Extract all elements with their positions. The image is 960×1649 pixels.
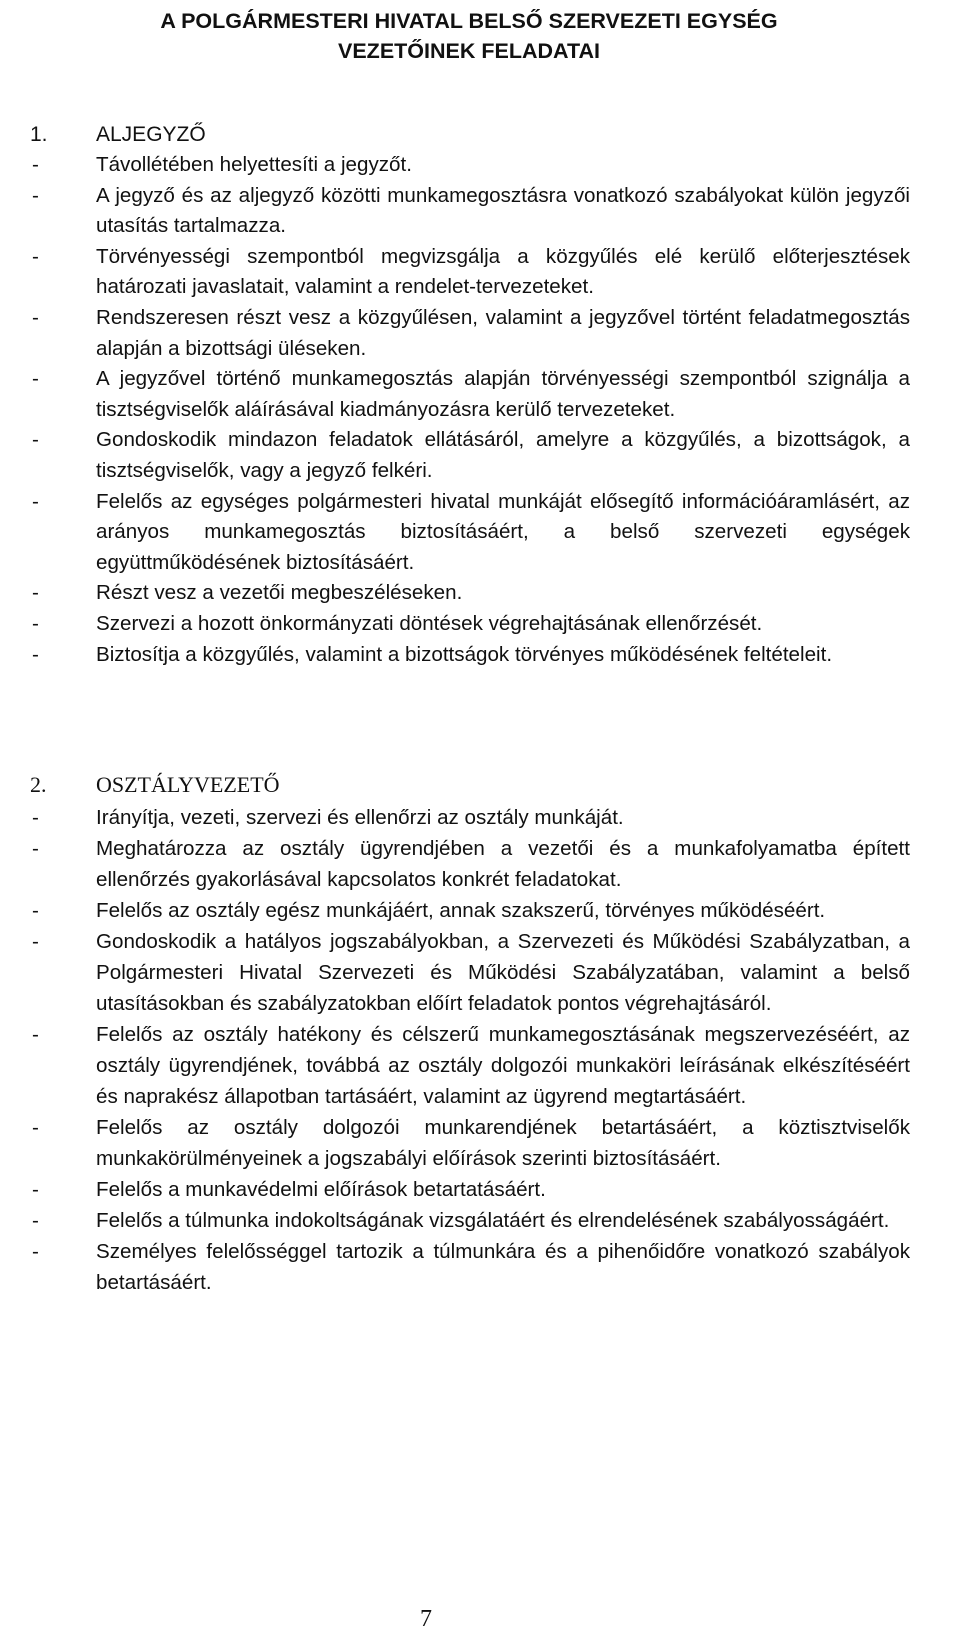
dash-bullet: - xyxy=(32,367,39,391)
title-line-2: VEZETŐINEK FELADATAI xyxy=(338,39,600,63)
dash-bullet: - xyxy=(32,183,39,207)
section-1-list xyxy=(30,150,910,670)
section-title: ALJEGYZŐ xyxy=(96,123,206,146)
dash-bullet: - xyxy=(32,1209,39,1232)
list-item-text: Meghatározza az osztály ügyrendjében a vezetői és a munkafolyamatba épített ellenőrzés gyakorlásával kapcsolatos konkrét feladatokat. xyxy=(96,837,910,891)
list-item xyxy=(30,1174,910,1205)
page-number: 7 xyxy=(420,1606,432,1632)
list-item xyxy=(30,303,910,364)
list-item xyxy=(30,895,910,926)
list-item-text: Felelős az osztály dolgozói munkarendjének betartásáért, a köztisztviselők munkakörülményeinek a jogszabályi előírások szerinti biztosításáért. xyxy=(96,1116,910,1170)
list-item-text: Szervezi a hozott önkormányzati döntések végrehajtásának ellenőrzését. xyxy=(96,611,763,635)
list-item xyxy=(30,609,910,640)
dash-bullet: - xyxy=(32,837,39,860)
dash-bullet: - xyxy=(32,806,39,829)
list-item xyxy=(30,242,910,303)
list-item-text: Felelős az osztály egész munkájáért, annak szakszerű, törvényes működéséért. xyxy=(96,899,826,922)
list-item xyxy=(30,1019,910,1112)
list-item xyxy=(30,487,910,579)
list-item-text: Biztosítja a közgyűlés, valamint a bizottságok törvényes működésének feltételeit. xyxy=(96,642,833,666)
list-item xyxy=(30,833,910,895)
section-2-list xyxy=(30,802,910,1298)
list-item xyxy=(30,578,910,609)
section-title: OSZTÁLYVEZETŐ xyxy=(96,772,280,797)
list-item-text: Személyes felelősséggel tartozik a túlmunkára és a pihenőidőre vonatkozó szabályok betartásáért. xyxy=(96,1240,910,1294)
list-item xyxy=(30,364,910,425)
list-item xyxy=(30,1236,910,1298)
dash-bullet: - xyxy=(32,428,39,452)
dash-bullet: - xyxy=(32,930,39,953)
list-item xyxy=(30,640,910,671)
list-item xyxy=(30,150,910,181)
list-item-text: A jegyzővel történő munkamegosztás alapján törvényességi szempontból szignálja a tisztségviselők aláírásával kiadmányozásra kerülő tervezeteket. xyxy=(96,367,910,421)
dash-bullet: - xyxy=(32,1116,39,1139)
section-number: 2. xyxy=(30,772,47,797)
dash-bullet: - xyxy=(32,153,39,176)
list-item xyxy=(30,926,910,1019)
dash-bullet: - xyxy=(32,244,39,268)
list-item xyxy=(30,802,910,833)
dash-bullet: - xyxy=(32,642,39,666)
dash-bullet: - xyxy=(32,305,39,329)
list-item-text: Rendszeresen részt vesz a közgyűlésen, valamint a jegyzővel történt feladatmegosztás alapján a bizottsági üléseken. xyxy=(96,305,910,360)
list-item-text: Távollétében helyettesíti a jegyzőt. xyxy=(96,153,412,176)
dash-bullet: - xyxy=(32,581,39,605)
list-item xyxy=(30,1205,910,1236)
list-item xyxy=(30,425,910,486)
dash-bullet: - xyxy=(32,1240,39,1263)
document-title xyxy=(84,6,854,66)
dash-bullet: - xyxy=(32,1178,39,1201)
list-item-text: Irányítja, vezeti, szervezi és ellenőrzi az osztály munkáját. xyxy=(96,806,624,829)
list-item-text: Felelős az egységes polgármesteri hivatal munkáját elősegítő információáramlásért, az arányos munkamegosztás biztosításáért, a belső szervezeti egységek együttműködésének biztosításáért. xyxy=(96,489,910,574)
title-line-1: A POLGÁRMESTERI HIVATAL BELSŐ SZERVEZETI EGYSÉG xyxy=(160,9,778,33)
list-item xyxy=(30,181,910,242)
list-item-text: Felelős az osztály hatékony és célszerű munkamegosztásának megszervezéséért, az osztály ügyrendjének, továbbá az osztály dolgozói munkaköri leírásának elkészítéséért és naprakész állapotban tartásáért, valamint az ügyrend megtartásáért. xyxy=(96,1023,910,1108)
list-item-text: A jegyző és az aljegyző közötti munkamegosztásra vonatkozó szabályokat külön jegyzői utasítás tartalmazza. xyxy=(96,183,910,238)
dash-bullet: - xyxy=(32,1023,39,1046)
list-item-text: Részt vesz a vezetői megbeszéléseken. xyxy=(96,581,463,605)
dash-bullet: - xyxy=(32,611,39,635)
section-number: 1. xyxy=(30,123,48,146)
list-item xyxy=(30,1112,910,1174)
dash-bullet: - xyxy=(32,899,39,922)
list-item-text: Gondoskodik a hatályos jogszabályokban, a Szervezeti és Működési Szabályzatban, a Polgármesteri Hivatal Szervezeti és Működési Szabályzatában, valamint a belső utasításokban és szabályzatokban előírt feladatok pontos végrehajtásáról. xyxy=(96,930,910,1015)
dash-bullet: - xyxy=(32,489,39,513)
list-item-text: Felelős a munkavédelmi előírások betartatásáért. xyxy=(96,1178,546,1201)
list-item-text: Felelős a túlmunka indokoltságának vizsgálatáért és elrendelésének szabályosságáért. xyxy=(96,1209,890,1232)
list-item-text: Törvényességi szempontból megvizsgálja a közgyűlés elé kerülő előterjesztések határozati javaslatait, valamint a rendelet-tervezeteket. xyxy=(96,244,910,299)
list-item-text: Gondoskodik mindazon feladatok ellátásáról, amelyre a közgyűlés, a bizottságok, a tisztségviselők, vagy a jegyző felkéri. xyxy=(96,428,910,482)
